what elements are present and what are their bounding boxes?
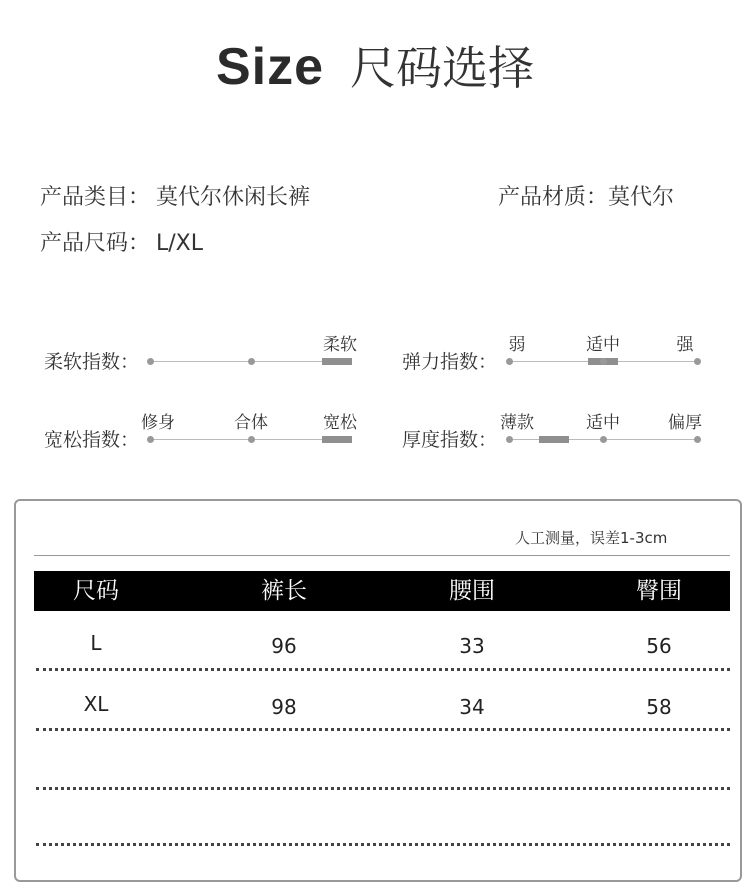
size-table-header	[34, 571, 730, 611]
row-divider	[36, 843, 730, 846]
thickness-scale-dot	[600, 436, 607, 443]
elasticity-index-label: 弹力指数：	[402, 351, 498, 373]
fit-option-label: 合体	[234, 413, 268, 433]
fit-selected-marker	[322, 436, 352, 443]
row-divider	[36, 668, 730, 671]
product-category	[40, 180, 310, 211]
elasticity-scale-dot	[506, 358, 513, 365]
row-l-length: 96	[271, 634, 297, 658]
softness-selected-marker	[322, 358, 352, 365]
elasticity-option-label: 适中	[586, 335, 620, 355]
product-material	[498, 180, 674, 211]
row-l-hip: 56	[646, 634, 672, 658]
title-english: Size	[215, 38, 325, 96]
product-material-label: 产品材质：	[498, 185, 609, 210]
softness-scale-dot	[248, 358, 255, 365]
product-size-label: 产品尺码：	[40, 231, 151, 256]
elasticity-scale-dot	[694, 358, 701, 365]
fit-index-label: 宽松指数：	[44, 429, 140, 451]
fit-option-label: 宽松	[323, 413, 357, 433]
title-chinese: 尺码选择	[350, 41, 535, 95]
softness-index-label: 柔软指数：	[44, 351, 140, 373]
fit-scale	[141, 413, 357, 454]
header-length: 裤长	[261, 578, 307, 604]
thickness-scale-dot	[694, 436, 701, 443]
row-divider	[36, 787, 730, 790]
elasticity-option-label: 强	[676, 335, 694, 355]
thickness-scale	[500, 413, 702, 454]
row-l-size: L	[90, 631, 102, 655]
product-size-value: L/XL	[156, 231, 204, 256]
row-xl-waist: 34	[459, 695, 485, 719]
thickness-index-label: 厚度指数：	[402, 429, 498, 451]
product-size	[40, 226, 203, 257]
header-hip: 臀围	[636, 578, 682, 604]
header-size: 尺码	[73, 578, 119, 604]
row-xl-hip: 58	[646, 695, 672, 719]
product-category-value: 莫代尔休闲长裤	[156, 185, 311, 210]
page-title	[0, 32, 750, 98]
softness-scale-dot	[147, 358, 154, 365]
thickness-option-label: 偏厚	[668, 413, 702, 433]
fit-option-label: 修身	[141, 413, 175, 433]
row-xl-length: 98	[271, 695, 297, 719]
row-divider	[36, 728, 730, 731]
fit-scale-dot	[147, 436, 154, 443]
product-category-label: 产品类目：	[40, 185, 151, 210]
thickness-scale-dot	[506, 436, 513, 443]
size-table-frame	[14, 499, 742, 882]
softness-scale	[150, 335, 357, 376]
measurement-note: 人工测量，误差1-3cm	[515, 529, 668, 547]
row-xl-size: XL	[83, 692, 109, 716]
elasticity-option-label: 弱	[508, 335, 526, 355]
thickness-selected-marker	[539, 436, 569, 443]
softness-option-label: 柔软	[323, 335, 357, 355]
product-material-value: 莫代尔	[608, 185, 675, 210]
thickness-option-label: 适中	[586, 413, 620, 433]
row-l-waist: 33	[459, 634, 485, 658]
thickness-option-label: 薄款	[500, 413, 534, 433]
elasticity-scale	[509, 336, 697, 376]
elasticity-scale-dot	[600, 358, 607, 365]
note-divider	[34, 555, 730, 556]
fit-scale-dot	[248, 436, 255, 443]
header-waist: 腰围	[449, 578, 495, 604]
